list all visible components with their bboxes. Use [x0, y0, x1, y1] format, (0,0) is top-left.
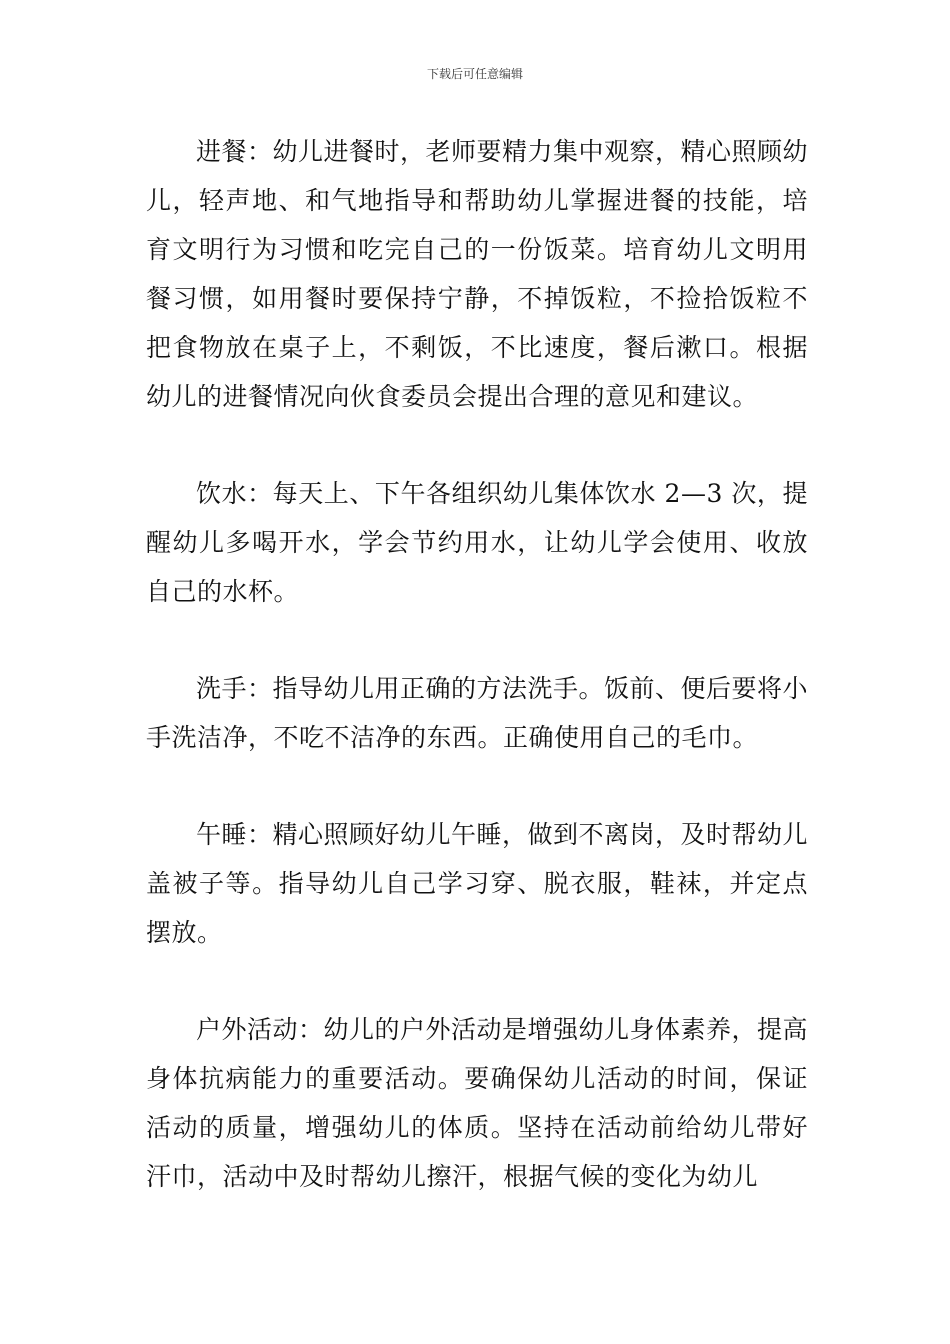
paragraph-outdoor-activity: 户外活动：幼儿的户外活动是增强幼儿身体素养，提高身体抗病能力的重要活动。要确保幼儿活动的时间，保证活动的质量，增强幼儿的体质。坚持在活动前给幼儿带好汗巾，活动中及时帮幼儿擦汗，根据气候的变化为幼儿 [146, 1015, 809, 1191]
paragraph-meals: 进餐：幼儿进餐时，老师要精力集中观察，精心照顾幼儿，轻声地、和气地指导和帮助幼儿掌握进餐的技能，培育文明行为习惯和吃完自己的一份饭菜。培育幼儿文明用餐习惯，如用餐时要保持宁静，不掉饭粒，不捡拾饭粒不把食物放在桌子上，不剩饭，不比速度，餐后漱口。根据幼儿的进餐情况向伙食委员会提出合理的意见和建议。 [146, 137, 809, 411]
document-body [146, 127, 808, 1201]
paragraph-drinking-water: 饮水：每天上、下午各组织幼儿集体饮水 2—3 次，提醒幼儿多喝开水，学会节约用水，让幼儿学会使用、收放自己的水杯。 [146, 479, 808, 606]
page-header: 下载后可任意编辑 [426, 67, 523, 81]
paragraph-handwashing: 洗手：指导幼儿用正确的方法洗手。饭前、便后要将小手洗洁净，不吃不洁净的东西。正确使用自己的毛巾。 [146, 674, 809, 752]
paragraph-nap: 午睡：精心照顾好幼儿午睡，做到不离岗，及时帮幼儿盖被子等。指导幼儿自己学习穿、脱衣服，鞋袜，并定点摆放。 [146, 820, 809, 947]
